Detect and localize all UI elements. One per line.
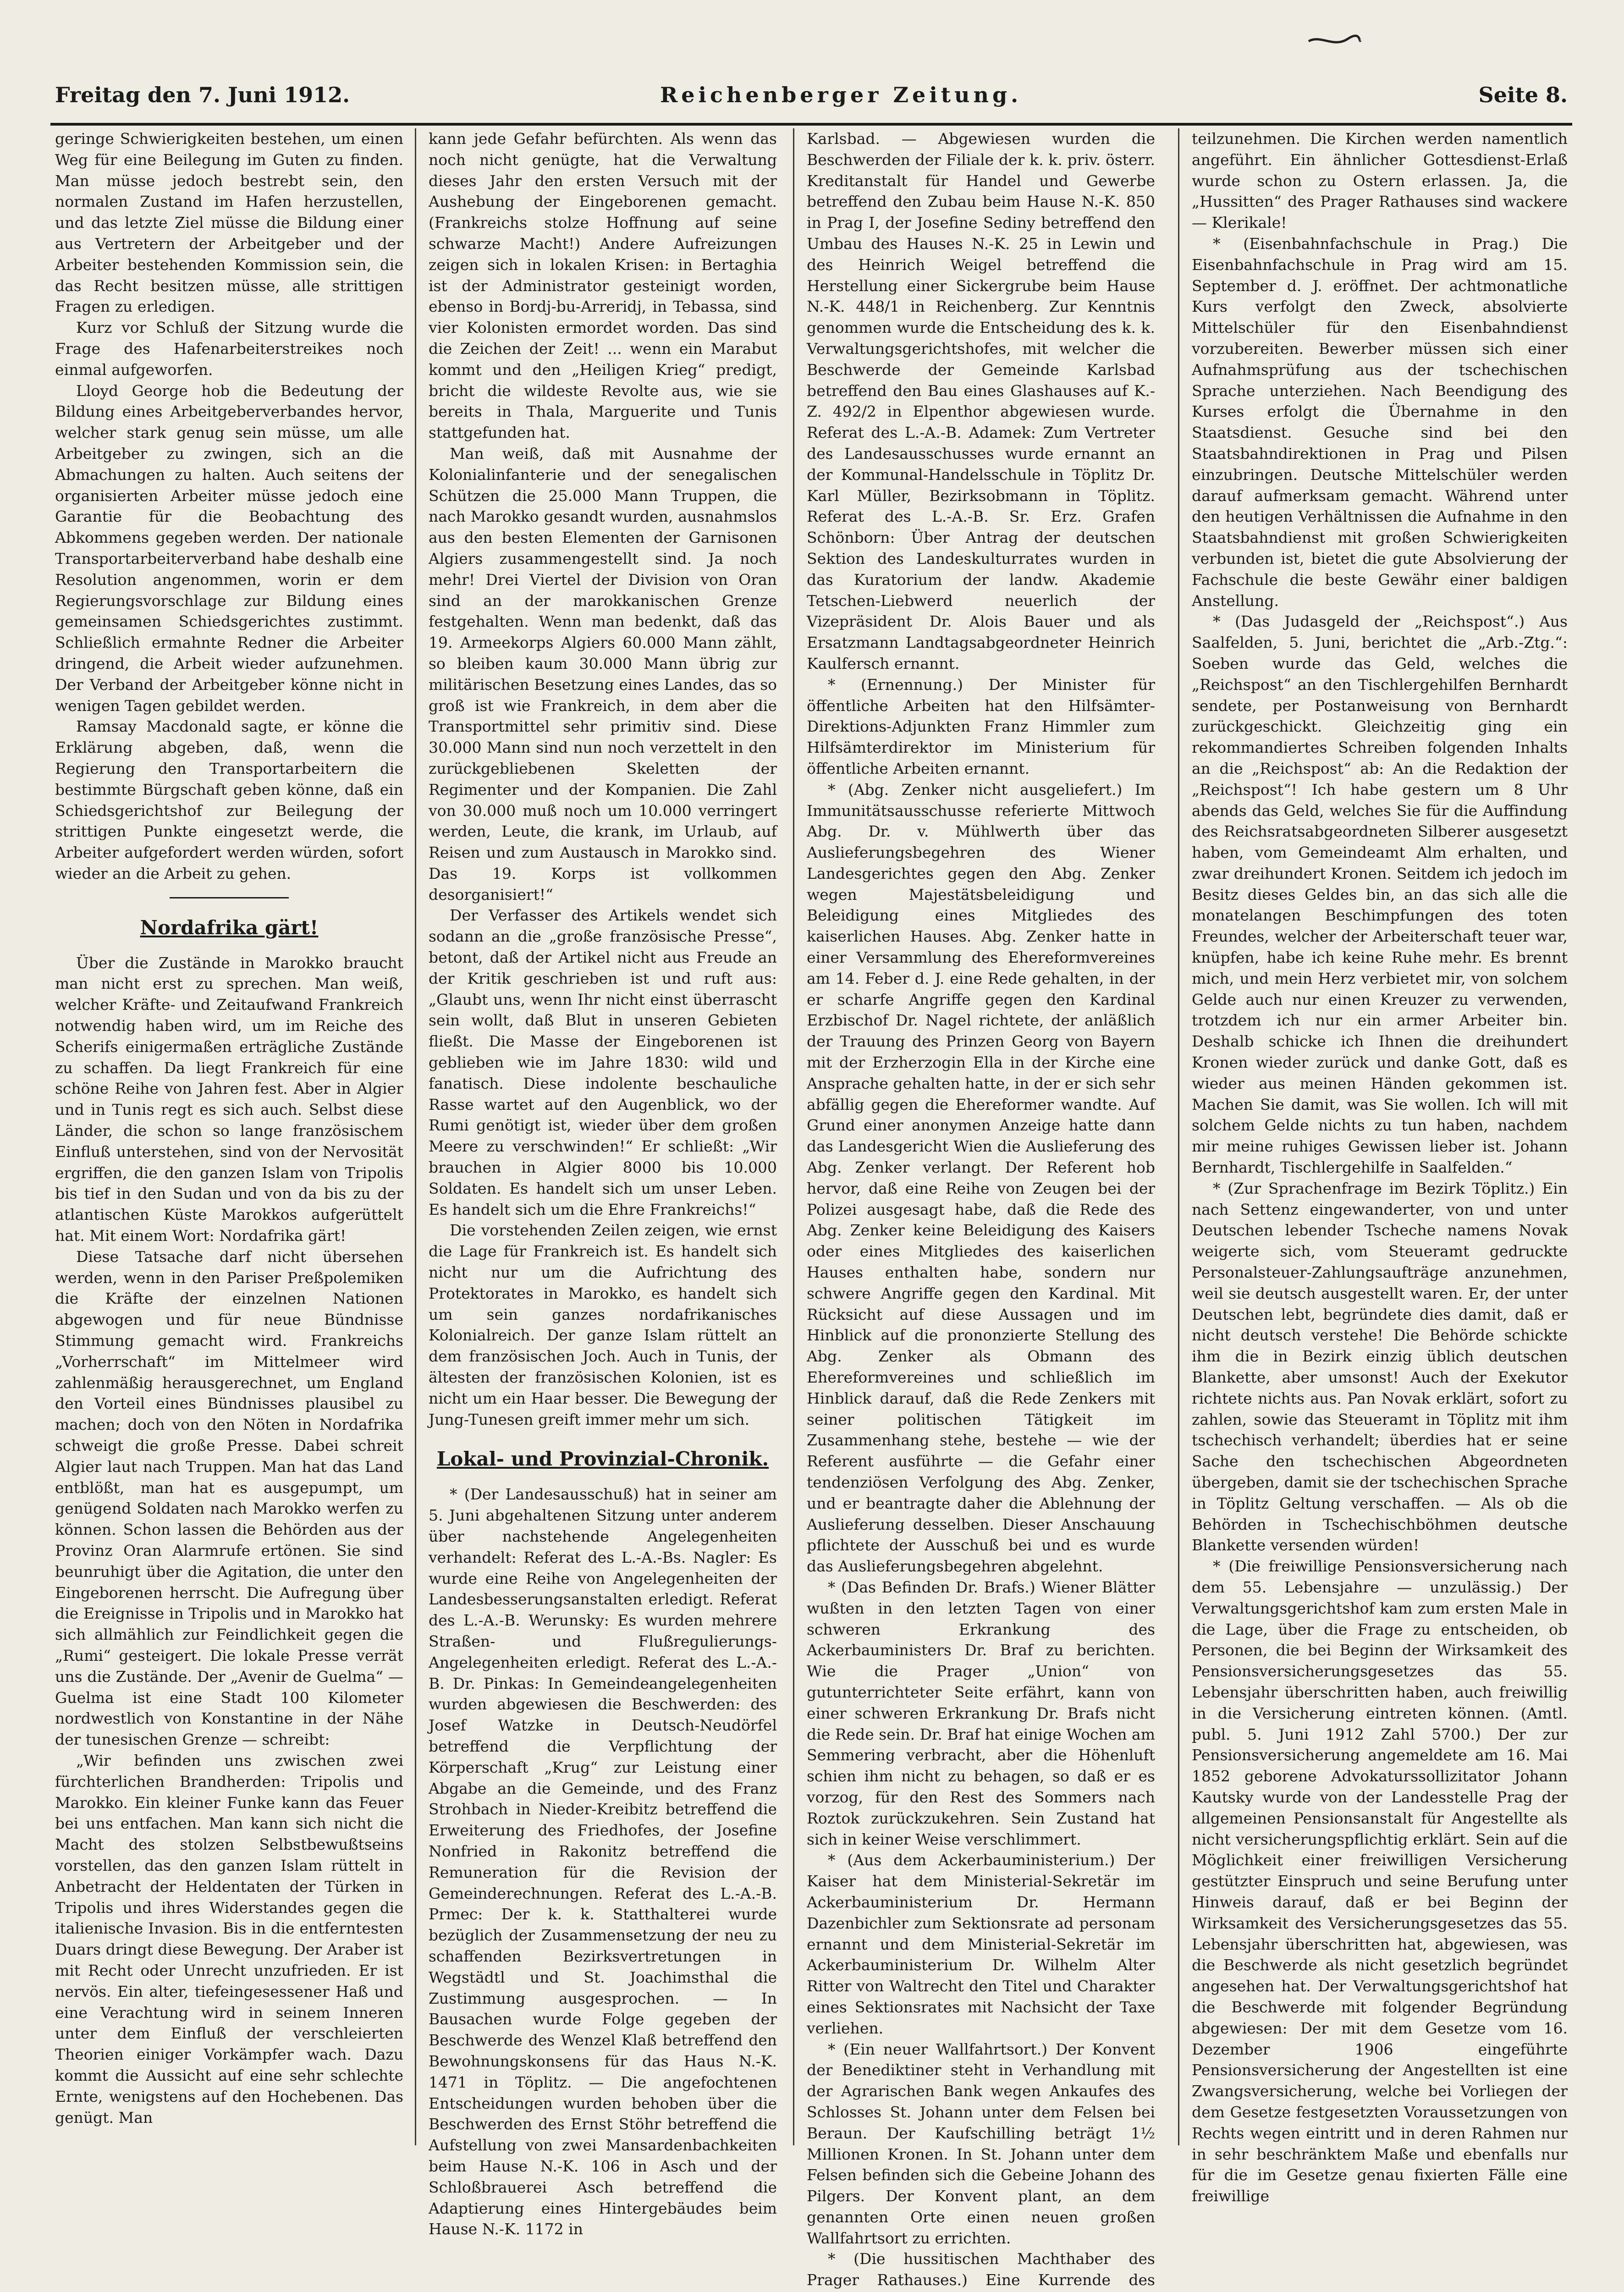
news-item: Karlsbad. — Abgewiesen wurden die Beschwerden der Filiale der k. k. priv. österr. Kreditanstalt für Handel und Gewerbe betreffend den Zubau beim Hause N.-K. 850 in Prag I, der Josefine Sediny betreffend den Umbau des Hauses N.-K. 25 in Lewin und des Heinrich Weigel betreffend die Herstellung einer Sickergrube beim Hause N.-K. 448/1 in Reichenberg. Zur Kenntnis genommen wurde die Entscheidung des k. k. Verwaltungsgerichtshofes, mit welcher die Beschwerde der Gemeinde Karlsbad betreffend den Bau eines Glashauses auf K.-Z. 492/2 in Elpenthor abgewiesen wurde. Referat des L.-A.-B. Adamek: Zum Vertreter des Landesausschusses wurde ernannt an der Kommunal-Handelsschule in Töplitz Dr. Karl Müller, Bezirksobmann in Töplitz. Referat des L.-A.-B. Sr. Erz. Grafen Schönborn: Über Antrag der deutschen Sektion des Landeskulturrates wurden in das Kuratorium der landw. Akademie Tetschen-Liebwerd neuerlich der Vizepräsident Dr. Alois Bauer und als Ersatzmann Landtagsabgeordneter Heinrich Kaulfersch ernannt. [807, 130, 1155, 672]
scan-smudge [1306, 32, 1361, 50]
article-divider [170, 897, 289, 898]
article-text: kann jede Gefahr befürchten. Als wenn das noch nicht genügte, hat die Verwaltung dieses Jahr den ersten Versuch mit der Aushebung der Eingeborenen gemacht. (Frankreichs stolze Hoffnung auf seine schwarze Macht!) Andere Aufreizungen zeigen sich in lokalen Krisen: in Bertaghia ist der Administrator gesteinigt worden, ebenso in Bordj-bu-Arreridj, in Tebassa, sind vier Kolonisten ermordet worden. Das sind die Zeichen der Zeit! ... wenn ein Marabut kommt und den „Heiligen Krieg“ predigt, bricht die wildeste Revolte aus, wie sie bereits in Thala, Marguerite und Tunis stattgefunden hat. [429, 130, 777, 442]
news-item: * (Der Landesausschuß) hat in seiner am 5. Juni abgehaltenen Sitzung unter anderem über nachstehende Angelegenheiten verhandelt: Referat des L.-A.-Bs. Nagler: Es wurde eine Reihe von Angelegenheiten der Landesbesserungsanstalten erledigt. Referat des L.-A.-B. Werunsky: Es wurden mehrere Straßen- und Flußregulierungs-Angelegenheiten erledigt. Referat des L.-A.-B. Dr. Pinkas: In Gemeindeangelegenheiten wurden abgewiesen die Beschwerden: des Josef Watzke in Deutsch-Neudörfel betreffend die Verpflichtung der Körperschaft „Krug“ zur Leistung einer Abgabe an die Gemeinde, und des Franz Strohbach in Nieder-Kreibitz betreffend die Erweiterung des Friedhofes, der Josefine Nonfried in Rakonitz betreffend die Remuneration für die Revision der Gemeinderechnungen. Referat des L.-A.-B. Prmec: Der k. k. Statthalterei wurde bezüglich der Zusammensetzung der neu zu schaffenden Bezirksvertretungen in Wegstädtl und St. Joachimsthal die Zustimmung ausgesprochen. — In Bausachen wurde Folge gegeben der Beschwerde des Wenzel Klaß betreffend den Bewohnungskonsens für das Haus N.-K. 1471 in Töplitz. — Die angefochtenen Entscheidungen wurden behoben über die Beschwerden des Ernst Stöhr betreffend die Aufstellung von zwei Mansardenbachkeiten beim Hause N.-K. 106 in Asch und der Schloßbrauerei Asch betreffend die Adaptierung eines Hintergebäudes beim Hause N.-K. 1172 in [429, 1485, 777, 2238]
masthead [55, 83, 1568, 115]
article-text: „Wir befinden uns zwischen zwei fürchterlichen Brandherden: Tripolis und Marokko. Ein kleiner Funke kann das Feuer bei uns entfachen. Man kann sich nicht die Macht des stolzen Selbstbewußtseins vorstellen, das den ganzen Islam rüttelt in Anbetracht der Heldentaten der Türken in Tripolis und ihres Widerstandes gegen die italienische Invasion. Bis in die entferntesten Duars dringt diese Bewegung. Der Araber ist mit Recht oder Unrecht unzufrieden. Er ist nervös. Ein alter, tiefeingesessener Haß und eine Verachtung wird in seinem Inneren unter dem Einfluß der verschleierten Theorien einiger Vorkämpfer wach. Dazu kommt die Aussicht auf eine sehr schlechte Ernte, wenigstens auf den Hochebenen. Das genügt. Man [55, 1751, 403, 2127]
column-separator [415, 128, 416, 2145]
news-item: * (Die freiwillige Pensionsversicherung nach dem 55. Lebensjahre — unzulässig.) Der Verwaltungsgerichtshof kam zum ersten Male in die Lage, über die Frage zu entscheiden, ob Personen, die bei Beginn der Wirksamkeit des Pensionsversicherungsgesetzes das 55. Lebensjahr überschritten haben, auch freiwillig in die Versicherung eintreten können. (Amtl. publ. 5. Juni 1912 Zahl 5700.) Der zur Pensionsversicherung angemeldete am 16. Mai 1852 geborene Advokaturssollizitator Johann Kautsky wurde von der Landesstelle Prag der allgemeinen Pensionsanstalt für Angestellte als nicht versicherungspflichtig erklärt. Sein auf die Möglichkeit einer freiwilligen Versicherung gestützter Einspruch und seine Berufung unter Hinweis darauf, daß er bei Beginn der Wirksamkeit des Versicherungsgesetzes das 55. Lebensjahr überschritten hat, abgewiesen, was die Beschwerde als nicht gesetzlich begründet angesehen hat. Der Verwaltungsgerichtshof hat die Beschwerde mit folgender Begründung abgewiesen: Der mit dem Gesetze vom 16. Dezember 1906 eingeführte Pensionsversicherung der Angestellten ist eine Zwangsversicherung, welche bei Vorliegen der dem Gesetze festgesetzten Voraussetzungen von Rechts wegen eintritt und in deren Rahmen nur in sehr beschränktem Maße und ebenfalls nur für die im Gesetze genau fixierten Fälle eine freiwillige [1192, 1557, 1568, 2205]
news-item: * (Abg. Zenker nicht ausgeliefert.) Im Immunitätsausschusse referierte Mittwoch Abg. Dr. v. Mühlwerth über das Auslieferungsbegehren des Wiener Landesgerichtes gegen den Abg. Zenker wegen Majestätsbeleidigung und Beleidigung eines Mitgliedes des kaiserlichen Hauses. Abg. Zenker hatte in einer Versammlung des Ehereformvereines am 14. Feber d. J. eine Rede gehalten, in der er scharfe Angriffe gegen den Kardinal Erzbischof Dr. Nagel richtete, der anläßlich der Trauung des Prinzen Georg von Bayern mit der Erzherzogin Ella in der Kirche eine Ansprache gehalten hatte, in der er sich sehr abfällig gegen die Ehereformer wandte. Auf Grund einer anonymen Anzeige hatte dann das Landesgericht Wien die Auslieferung des Abg. Zenker verlangt. Der Referent hob hervor, daß eine Reihe von Zeugen bei der Polizei ausgesagt habe, daß die Rede des Abg. Zenker keine Beleidigung des Kaisers oder eines Mitgliedes des kaiserlichen Hauses enthalten habe, sondern nur schwere Angriffe gegen den Kardinal. Mit Rücksicht auf diese Aussagen und im Hinblick auf die prononzierte Stellung des Abg. Zenker als Obmann des Ehereformvereines und schließlich im Hinblick darauf, daß die Rede Zenkers mit seiner politischen Tätigkeit im Zusammenhang stehe, bestehe — wie der Referent ausführte — die Gefahr einer tendenziösen Verfolgung des Abg. Zenker, und er beantragte daher die Ablehnung der Auslieferung desselben. Dieser Anschauung pflichtete der Ausschuß bei und es wurde das Auslieferungsbegehren abgelehnt. [807, 780, 1155, 1576]
news-item: * (Zur Sprachenfrage im Bezirk Töplitz.) Ein nach Settenz eingewanderter, von und unter Deutschen lebender Tscheche namens Novak weigerte sich, vom Steueramt gedruckte Personalsteuer-Zahlungsaufträge anzunehmen, weil sie deutsch ausgestellt waren. Er, der unter Deutschen lebt, begründete dies damit, daß er nicht deutsch verstehe! Die Behörde schickte ihm die in Bezirk einzig üblich deutschen Blankette, aber umsonst! Auch der Exekutor richtete nichts aus. Pan Novak erklärt, sofort zu zahlen, sowie das Steueramt in Töplitz mit ihm tschechisch verhandelt; überdies hat er seine Sache den tschechischen Abgeordneten übergeben, damit sie der tschechischen Sprache in Töplitz Geltung verschaffen. — Als ob die Behörden in Tschechischböhmen deutsche Blankette versenden würden! [1192, 1179, 1568, 1554]
page-number: Seite 8. [1478, 83, 1568, 107]
column-separator [793, 128, 794, 2145]
column-2 [429, 128, 777, 2238]
newspaper-name: Reichenberger Zeitung. [660, 83, 1022, 107]
news-item: * (Ein neuer Wallfahrtsort.) Der Konvent der Benediktiner steht in Verhandlung mit der Agrarischen Bank wegen Ankaufes des Schlosses St. Johann unter dem Felsen bei Beraun. Der Kaufschilling beträgt 1½ Millionen Kronen. In St. Johann unter dem Felsen befinden sich die Gebeine Johann des Pilgers. Der Konvent plant, an dem genannten Orte einen neuen großen Wallfahrtsort zu errichten. [807, 2040, 1155, 2247]
article-text: Ramsay Macdonald sagte, er könne die Erklärung abgeben, daß, wenn die Regierung den Transportarbeitern die bestimmte Bürgschaft geben könne, daß ein Schiedsgerichtshof zur Beilegung der strittigen Punkte eingesetzt werde, die Arbeiter aufgefordert werden würden, sofort wieder an die Arbeit zu gehen. [55, 717, 403, 882]
article-text: Lloyd George hob die Bedeutung der Bildung eines Arbeitgeberverbandes hervor, welcher stark genug sein müsse, um alle Arbeitgeber zu zwingen, sich an die Abmachungen zu halten. Auch seitens der organisierten Arbeiter müsse jedoch eine Garantie für die Beobachtung des Abkommens gegeben werden. Der nationale Transportarbeiterverband habe deshalb eine Resolution angenommen, worin er dem Regierungsvorschlage zur Bildung eines gemeinsamen Schiedsgerichtes zustimmt. Schließlich ermahnte Redner die Arbeiter dringend, die Arbeit wieder aufzunehmen. Der Verband der Arbeitgeber könne nicht in wenigen Tagen gebildet werden. [55, 381, 403, 715]
article-headline: Nordafrika gärt! [140, 916, 319, 939]
news-item: * (Das Judasgeld der „Reichspost“.) Aus Saalfelden, 5. Juni, berichtet die „Arb.-Ztg.“: Soeben wurde das Geld, welches die „Reichspost“ an den Tischlergehilfen Bernhardt sendete, per Postanweisung von Bernhardt zurückgeschickt. Gleichzeitig ging ein rekommandiertes Schreiben folgenden Inhalts an die „Reichspost“ ab: An die Redaktion der „Reichspost“! Ich habe gestern um 8 Uhr abends das Geld, welches Sie für die Auffindung des Reichsratsabgeordneten Silberer ausgesetzt haben, vom Gemeindeamt Alm erhalten, und zwar dreihundert Kronen. Seitdem ich jedoch im Besitz dieses Geldes bin, an das sich alle die monatelangen Beschimpfungen des toten Freundes, welcher der Arbeiterschaft teuer war, knüpfen, habe ich keine Ruhe mehr. Es brennt mich, und mein Herz verbietet mir, von solchem Gelde auch nur einen Kreuzer zu verwenden, trotzdem ich nur ein armer Arbeiter bin. Deshalb schicke ich Ihnen die dreihundert Kronen wieder zurück und danke Gott, daß es wieder aus meinen Händen gekommen ist. Machen Sie damit, was Sie wollen. Ich will mit solchem Gelde nichts zu tun haben, nachdem mir meine ruhiges Gewissen lieber ist. Johann Bernhardt, Tischlergehilfe in Saalfelden.“ [1192, 612, 1568, 1177]
news-item: * (Das Befinden Dr. Brafs.) Wiener Blätter wußten in den letzten Tagen von einer schweren Erkrankung des Ackerbauministers Dr. Braf zu berichten. Wie die Prager „Union“ von gutunterrichteter Seite erfährt, kann von einer schweren Erkrankung Dr. Brafs nicht die Rede sein. Dr. Braf hat einige Wochen am Semmering verbracht, aber die Höhenluft schien ihm nicht zu behagen, so daß er es vorzog, für den Rest des Sommers nach Roztok zurückzukehren. Sein Zustand hat sich in keiner Weise verschlimmert. [807, 1578, 1155, 1848]
article-text: Kurz vor Schluß der Sitzung wurde die Frage des Hafenarbeiterstreikes noch einmal aufgeworfen. [55, 319, 403, 379]
article-text: Diese Tatsache darf nicht übersehen werden, wenn in den Pariser Preßpolemiken die Kräfte der einzelnen Nationen abgewogen und für neue Bündnisse Stimmung gemacht wird. Frankreichs „Vorherrschaft“ im Mittelmeer wird zahlenmäßig herausgerechnet, um England den Vorteil eines Bündnisses plausibel zu machen; doch von den Nöten in Nordafrika schweigt die große Presse. Dabei schreit Algier laut nach Truppen. Man hat das Land entblößt, man hat es ausgepumpt, um genügend Soldaten nach Marokko werfen zu können. Schon lassen die Behörden aus der Provinz Oran Alarmrufe ertönen. Sie sind beunruhigt über die Agitation, die unter den Eingeborenen herrscht. Die Aufregung über die Ereignisse in Tripolis und in Marokko hat sich allmählich zur Feindlichkeit gegen die „Rumi“ gesteigert. Die lokale Presse verrät uns die Zustände. Der „Avenir de Guelma“ — Guelma ist eine Stadt 100 Kilometer nordwestlich von Konstantine in der Nähe der tunesischen Grenze — schreibt: [55, 1247, 403, 1749]
column-1 [55, 128, 403, 2136]
column-3 [807, 128, 1155, 2289]
news-item: * (Ernennung.) Der Minister für öffentliche Arbeiten hat den Hilfsämter-Direktions-Adjunkten Franz Himmler zum Hilfsämterdirektor im Ministerium für öffentliche Arbeiten ernannt. [807, 675, 1155, 777]
header-rule [50, 123, 1572, 126]
article-text: Man weiß, daß mit Ausnahme der Kolonialinfanterie und der senegalischen Schützen die 25.000 Mann Truppen, die nach Marokko gesandt wurden, ausnahmslos aus den besten Elementen der Garnisonen Algiers zusammengestellt sind. Ja noch mehr! Drei Viertel der Division von Oran sind an der marokkanischen Grenze festgehalten. Wenn man bedenkt, daß das 19. Armeekorps Algiers 60.000 Mann zählt, so bleiben kaum 30.000 Mann übrig zur militärischen Besetzung eines Landes, das so groß ist wie Frankreich, in dem aber die Transportmittel sehr primitiv sind. Diese 30.000 Mann sind nun noch verzettelt in den zurückgebliebenen Skeletten der Regimenter und der Kompanien. Die Zahl von 30.000 muß noch um 10.000 verringert werden, Leute, die krank, im Urlaub, auf Reisen und zum Austausch in Marokko sind. Das 19. Korps ist vollkommen desorganisiert!“ [429, 444, 777, 904]
news-item: * (Die hussitischen Machthaber des Prager Rathauses.) Eine Kurrende des [807, 2250, 1155, 2289]
column-separator [1178, 128, 1179, 2145]
news-item: * (Aus dem Ackerbauministerium.) Der Kaiser hat dem Ministerial-Sekretär im Ackerbauministerium Dr. Hermann Dazenbichler zum Sektionsrate ad personam ernannt und dem Ministerial-Sekretär im Ackerbauministerium Dr. Wilhelm Alter Ritter von Waltrecht den Titel und Charakter eines Sektionsrates mit Nachsicht der Taxe verliehen. [807, 1851, 1155, 2037]
article-text: Der Verfasser des Artikels wendet sich sodann an die „große französische Presse“, betont, daß der Artikel nicht aus Freude an der Kritik geschrieben ist und ruft aus: „Glaubt uns, wenn Ihr nicht einst überrascht sein wollt, daß Blut in unseren Gebieten fließt. Die Masse der Eingeborenen ist geblieben wie im Jahre 1830: wild und fanatisch. Diese indolente beschauliche Rasse wartet auf den Augenblick, wo der Rumi genötigt ist, wieder über dem großen Meere zu verschwinden!“ Er schließt: „Wir brauchen in Algier 8000 bis 10.000 Soldaten. Es handelt sich um unser Leben. Es handelt sich um die Ehre Frankreichs!“ [429, 906, 777, 1218]
news-item: * (Eisenbahnfachschule in Prag.) Die Eisenbahnfachschule in Prag wird am 15. September d. J. eröffnet. Der achtmonatliche Kurs verfolgt den Zweck, absolvierte Mittelschüler für den Eisenbahndienst vorzubereiten. Bewerber müssen sich einer Aufnahmsprüfung aus der tschechischen Sprache unterziehen. Nach Beendigung des Kurses erfolgt die Übernahme in den Staatsdienst. Gesuche sind bei den Staatsbahndirektionen in Prag und Pilsen einzubringen. Deutsche Mittelschüler werden darauf aufmerksam gemacht. Während unter den heutigen Verhältnissen die Aufnahme in den Staatsbahndienst mit großen Schwierigkeiten verbunden ist, bietet die gute Absolvierung der Fachschule die beste Gewähr einer baldigen Anstellung. [1192, 234, 1568, 610]
news-item: teilzunehmen. Die Kirchen werden namentlich angeführt. Ein ähnlicher Gottesdienst-Erlaß wurde schon zu Ostern erlassen. Ja, die „Hussitten“ des Prager Rathauses sind wackere — Klerikale! [1192, 130, 1568, 232]
article-text: geringe Schwierigkeiten bestehen, um einen Weg für eine Beilegung im Guten zu finden. Man müsse jedoch bestrebt sein, den normalen Zustand im Hafen herzustellen, und das letzte Ziel müsse die Bildung einer aus Vertretern der Arbeitgeber und der Arbeiter bestehenden Kommission sein, die das Recht besitzen müsse, alle strittigen Fragen zu erledigen. [55, 130, 403, 316]
article-text: Über die Zustände in Marokko braucht man nicht erst zu sprechen. Man weiß, welcher Kräfte- und Zeitaufwand Frankreich notwendig haben wird, um im Reiche des Scherifs einigermaßen erträgliche Zustände zu schaffen. Da liegt Frankreich für eine schöne Reihe von Jahren fest. Aber in Algier und in Tunis regt es sich auch. Selbst diese Länder, die schon so lange französischem Einfluß unterstehen, sind von der Nervosität ergriffen, die den ganzen Islam von Tripolis bis tief in den Sudan und von da bis zu der atlantischen Küste Marokkos aufgerüttelt hat. Mit einem Wort: Nordafrika gärt! [55, 953, 403, 1245]
article-text: Die vorstehenden Zeilen zeigen, wie ernst die Lage für Frankreich ist. Es handelt sich nicht nur um die Aufrichtung des Protektorates in Marokko, es handelt sich um sein ganzes nordafrikanisches Kolonialreich. Der ganze Islam rüttelt an dem französischen Joch. Auch in Tunis, der ältesten der französischen Kolonien, ist es nicht um ein Haar besser. Die Bewegung der Jung-Tunesen greift immer mehr um sich. [429, 1221, 777, 1428]
column-4 [1192, 128, 1568, 2205]
section-headline: Lokal- und Provinzial-Chronik. [436, 1448, 769, 1471]
issue-date: Freitag den 7. Juni 1912. [55, 83, 350, 107]
